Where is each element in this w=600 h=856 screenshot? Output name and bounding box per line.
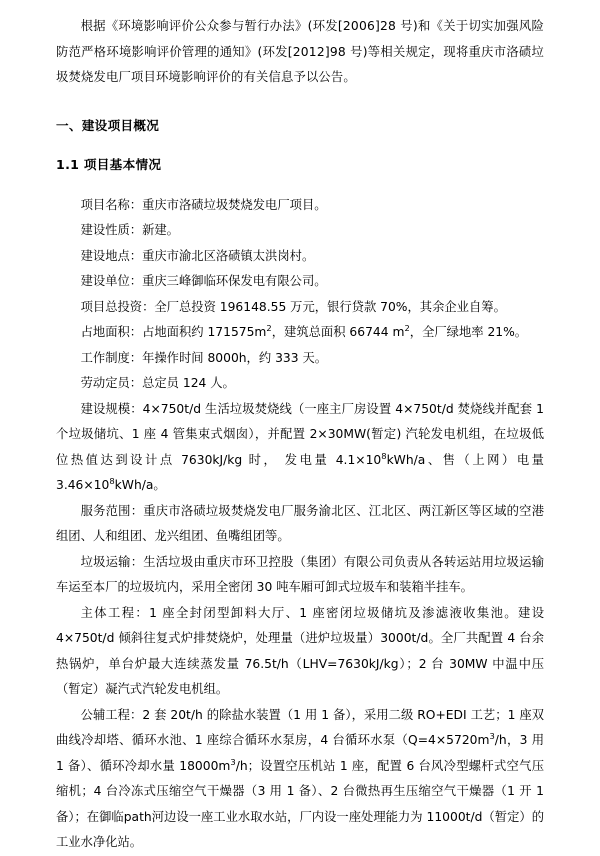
field-service-scope: 服务范围：重庆市洛碛垃圾焚烧发电厂服务渝北区、江北区、两江新区等区域的空港组团、人和组团、龙兴组团、鱼嘴组团等。: [56, 503, 544, 543]
field-construction-unit: 建设单位：重庆三峰御临环保发电有限公司。: [80, 274, 327, 288]
land-area-sup-1: 2: [266, 322, 272, 333]
field-construction-scale: [56, 397, 544, 499]
field-waste-transport: 垃圾运输：生活垃圾由重庆市环卫控股（集团）有限公司负责从各转运站用垃圾运输车运至本厂的垃圾坑内，采用全密闭 30 吨车厢可卸式垃圾车和装箱半挂车。: [56, 554, 544, 594]
field-auxiliary-project: [56, 703, 544, 856]
scale-sup-1: 8: [381, 450, 387, 461]
field-project-location: 建设地点：重庆市渝北区洛碛镇太洪岗村。: [80, 248, 315, 263]
scale-text-3: kWh/a。: [114, 478, 166, 492]
aux-sup-2: 3: [230, 756, 236, 767]
land-area-text-1: 占地面积：占地面积约 171575m: [80, 325, 267, 339]
aux-text-2: /h，3 用 1 备）、循环冷却水量 18000m: [56, 733, 544, 773]
field-labor-quota: 劳动定员：总定员 124 人。: [80, 376, 235, 390]
field-main-project: 主体工程：1 座全封闭型卸料大厅、1 座密闭垃圾储坑及渗滤液收集池。建设 4×750t/d 倾斜往复式炉排焚烧炉，处理量（进炉垃圾量）3000t/d。全厂共配置 4 台余热锅炉，单台炉最大连续蒸发量 76.5t/h（LHV=7630kJ/kg）；2 台 30MW 中温中压（暂定）凝汽式汽轮发电机组。: [56, 605, 544, 696]
scale-text-1: 建设规模：4×750t/d 生活垃圾焚烧线（一座主厂房设置 4×750t/d 焚烧线并配套 1 个垃圾储坑、1 座 4 管集束式烟囱），并配置 2×30MW(暂定) 汽轮发电机组，在垃圾低位热值达到设计点 7630kJ/kg 时， 发电量 4.1×10: [56, 401, 544, 467]
heading-project-overview: 一、建设项目概况: [56, 117, 160, 133]
field-project-nature: 建设性质：新建。: [80, 223, 179, 237]
land-area-text-2: ，建筑总面积 66744 m: [271, 325, 405, 339]
aux-sup-1: 3: [489, 730, 495, 741]
heading-project-basics: 1.1 项目基本情况: [56, 156, 162, 172]
field-total-investment: 项目总投资：全厂总投资 196148.55 万元，银行贷款 70%，其余企业自筹。: [80, 299, 506, 314]
field-work-schedule: 工作制度：年操作时间 8000h，约 333 天。: [80, 350, 328, 365]
land-area-sup-2: 2: [404, 322, 410, 333]
scale-text-2: kWh/a、售（上网）电量 3.46×10: [56, 452, 544, 492]
field-project-name: 项目名称：重庆市洛碛垃圾焚烧发电厂项目。: [80, 197, 327, 212]
aux-text-3: /h；设置空压机站 1 座，配置 6 台风冷型螺杆式空气压缩机；4 台冷冻式压缩空气干燥器（3 用 1 备）、2 台微热再生压缩空气干燥器（1 开 1 备）；在御临path河边设一座工业水取水站，厂内设一座处理能力为 11000t/d（暂定）的工业水净化站。: [56, 758, 544, 849]
aux-text-1: 公辅工程：2 套 20t/h 的除盐水装置（1 用 1 备），采用二级 RO+EDI 工艺；1 座双曲线冷却塔、循环水池、1 座综合循环水泵房，4 台循环水泵（Q=4×5720m: [56, 707, 544, 747]
spacer: [56, 183, 544, 193]
field-land-area: [56, 320, 544, 346]
scale-sup-2: 8: [109, 475, 115, 486]
intro-paragraph: 根据《环境影响评价公众参与暂行办法》(环发[2006]28 号)和《关于切实加强风险防范严格环境影响评价管理的通知》(环发[2012]98 号)等相关规定，现将重庆市洛碛垃圾焚烧发电厂项目环境影响评价的有关信息予以公告。: [56, 19, 544, 84]
land-area-text-3: ，全厂绿地率 21%。: [409, 325, 528, 339]
